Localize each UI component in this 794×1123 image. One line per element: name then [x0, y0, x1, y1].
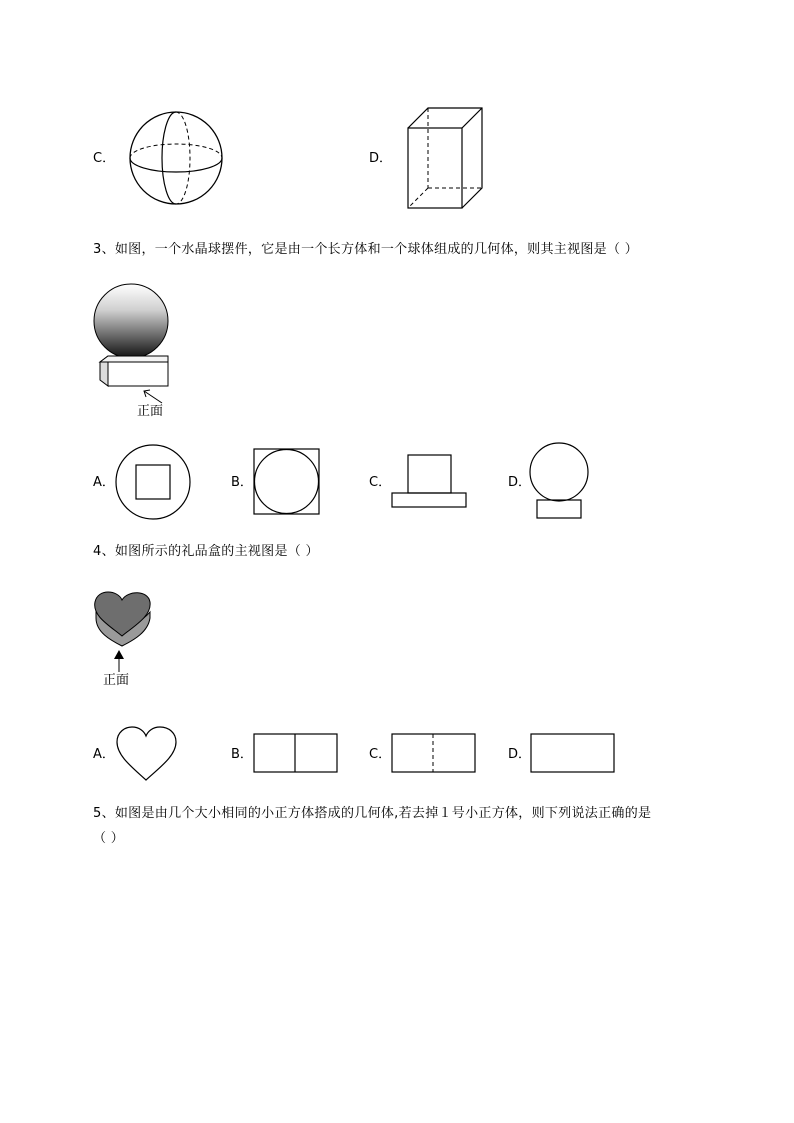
q4-option-a-label: A． — [93, 747, 115, 762]
q4-option-d-figure — [530, 733, 616, 775]
heart-gift-box-figure — [90, 588, 154, 652]
front-view-caption: 正面 — [137, 404, 164, 419]
q4-option-a-heart-figure — [115, 726, 179, 782]
option-d-label: D． — [369, 151, 393, 166]
q3-option-a-figure — [115, 444, 193, 522]
sphere-figure — [128, 110, 226, 206]
q3-option-b-label: B． — [231, 475, 253, 490]
q4-option-c-label: C． — [369, 747, 392, 762]
question-4-text: 4、如图所示的礼品盒的主视图是（ ） — [93, 544, 319, 559]
q3-option-a-label: A． — [93, 475, 115, 490]
cuboid-figure — [406, 106, 486, 210]
crystal-ball-figure — [96, 282, 172, 390]
q3-option-c-label: C． — [369, 475, 392, 490]
q3-option-d-figure — [530, 442, 590, 522]
front-view-caption-q4: 正面 — [103, 673, 130, 688]
q3-option-b-figure — [253, 448, 321, 516]
q4-option-c-figure — [391, 733, 477, 775]
q4-option-d-label: D． — [508, 747, 532, 762]
question-5-text-line1: 5、如图是由几个大小相同的小正方体搭成的几何体,若去掉１号小正方体，则下列说法正确的是 — [93, 806, 652, 821]
q4-option-b-label: B． — [231, 747, 253, 762]
question-5-text-line2: （ ） — [93, 831, 125, 846]
question-3-text: 3、如图，一个水晶球摆件，它是由一个长方体和一个球体组成的几何体，则其主视图是（ ） — [93, 242, 639, 257]
front-arrow-up-icon — [113, 650, 125, 674]
q3-option-d-label: D． — [508, 475, 532, 490]
q4-option-b-figure — [253, 733, 339, 775]
option-c-label: C． — [93, 151, 116, 166]
q3-option-c-figure — [391, 454, 469, 510]
